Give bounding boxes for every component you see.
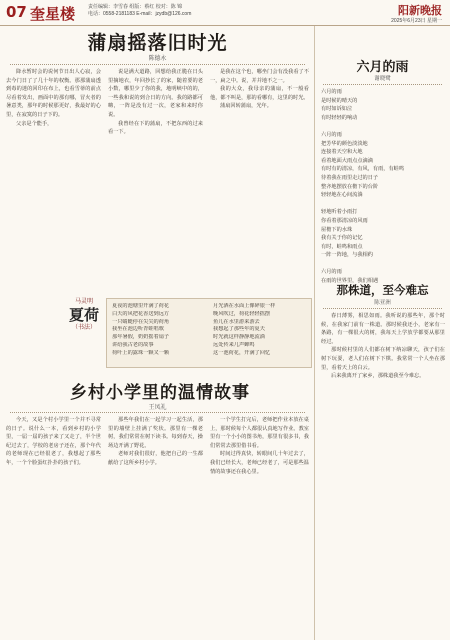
poem-line: 鱼儿在水里游来游去 [213, 318, 260, 325]
staff-line-2: 电话：0558-2181183 E-mail：jzydb@126.com [88, 11, 192, 17]
article-4-title: 那株道，至今难忘 [336, 283, 429, 297]
newspaper-brand: 阳新晚报 [398, 4, 442, 17]
article-3-byline: 谢晓鹭 [374, 76, 391, 82]
poem-line [321, 200, 445, 209]
poem-line: 我有关于你的记忆 [321, 235, 363, 242]
poem-line: 有时有的清凉，有风，有雨，有蛙鸣 [321, 166, 405, 173]
article-2-paragraph: 老师对我们很好，他把自己的一生都献给了这所乡村小学。 [108, 451, 203, 466]
poem-line: 月光洒在水面上像碎银一样 [213, 303, 276, 309]
article-4-byline: 陈亚洲 [374, 300, 391, 306]
poem-line: 一阵一阵地，与我相约 [321, 252, 373, 259]
poem-line: 有时轻轻的响动 [321, 114, 358, 121]
poem-line: 这一池荷花，开满了回忆 [213, 349, 271, 356]
article-2-paragraph: 一个学生打完后，老师把作业本放在桌上，那时候每个人都很认真地写作业。教室里有一个小小的图书角，那里有很多书，我们常常去那里借书看。 [210, 417, 309, 449]
poem-line: 在雨的世界里，我们相遇 [321, 278, 379, 285]
divider [323, 84, 442, 85]
poem-line: 整齐地摆放在檐下的台阶 [321, 183, 379, 190]
poem-line: 一只蜻蜓停在尖尖的荷角 [112, 318, 170, 325]
poem-column-1 [112, 303, 210, 358]
article-1-column-2 [108, 68, 203, 294]
calligraphy-title: 夏荷 [68, 306, 99, 324]
article-2-byline: 王凤礼 [148, 405, 167, 411]
poem-line: 白天的风把花香送到远方 [112, 310, 170, 317]
poem-line: 把芳华的颜色淡淡地 [321, 140, 368, 147]
article-2-column-3 [210, 416, 309, 636]
poem-box [106, 298, 312, 368]
poem-line: 夏夜的池塘里开满了荷花 [112, 303, 170, 309]
poem-line: 时光就这样静静地流淌 [213, 334, 265, 341]
poem-line: 六月的雨 [321, 269, 342, 276]
poem-line: 你看着那清凉的风雨 [321, 217, 368, 224]
article-3-title: 六月的雨 [356, 60, 409, 75]
article-2-title: 乡村小学里的温情故事 [70, 383, 250, 403]
poem-column-2 [213, 303, 311, 358]
article-2-paragraph: 时间过得真快，转眼间几十年过去了，我们已经长大，老师已经老了，可是那些温情的故事还在我心里。 [210, 451, 309, 475]
section-title: 奎星楼 [30, 5, 76, 23]
article-2-paragraph: 今天，又是个村小学里一个并不寻常的日子。说什么一本，看到乡村的小学里，一届一届的孩子来了又走了，半个世纪过去了，学校的老房子还在，那个年代的老师现在已经很老了，我想起了那些年，一个个脸蛋红扑扑的孩子们。 [6, 417, 101, 466]
article-1-paragraph: 我曾经在下的蒲扇，不把东西的过来看一下。 [108, 120, 203, 136]
poem-line: 远处传来几声蝉鸣 [213, 341, 255, 348]
poem-line: 那年暑假，奶奶摇着扇子 [112, 334, 170, 341]
article-1-paragraph: 我的大众，我母亲的蒲扇，不一般看他，都不叫是，那的看哪有，这里的时光。 [210, 86, 309, 101]
poem-line [321, 260, 445, 269]
article-4-paragraph: 那时候村里的人们都在树下纳凉聊天，孩子们在树下玩耍，老人们在树下下棋。我常常一个人坐在那里，看着天上的白云。 [321, 347, 445, 371]
article-4-paragraph: 春日薄雾，相思如雨。我听说的那些年，那个时候，在我家门前有一株道。那时候我还小，老家有一条路，有一棵很大的树，我每天上学放学都要从那里经过。 [321, 313, 445, 345]
poem-line: 连接着天空和大地 [321, 149, 363, 156]
article-1-paragraph: 是我在这个也，哪坐门会有没我看了不一，扁之中。说，并并地不之一。 [210, 69, 309, 84]
article-2-column-2 [108, 416, 203, 636]
publication-date: 2025年6月23日 星期一 [391, 18, 442, 24]
poem-line: 是时候的晴天的 [321, 97, 358, 104]
article-1-column-3 [210, 68, 309, 294]
article-1-paragraph: 父亲是个能手， [16, 120, 53, 127]
calligraphy-label [66, 298, 102, 368]
article-2-column-1 [6, 416, 101, 636]
divider [323, 308, 442, 309]
article-4-paragraph: 后来我离开了家乡，那株道我至今难忘。 [331, 373, 425, 380]
poem-line: 看着地面大雨点点滴滴 [321, 157, 373, 164]
divider [10, 64, 305, 65]
article-1-title: 蒲扇摇落旧时光 [87, 32, 228, 54]
poem-line: 六月的雨 [321, 89, 342, 95]
poem-line: 荷叶上的露珠一颗又一颗 [112, 349, 170, 356]
staff-info [88, 4, 258, 18]
artist-name: 马灵明 [74, 299, 93, 305]
article-1-paragraph: 蒲扇回转蒲扇，光年。 [220, 103, 272, 110]
masthead [0, 0, 450, 26]
poem-line: 我想起了那些年的夏天 [213, 326, 265, 333]
poem-line: 有时，蛙鸣和雨点 [321, 243, 363, 250]
article-1-column-1 [6, 68, 101, 294]
article-4-body [321, 312, 445, 636]
article-1-paragraph: 说是满大道路，回想给我正脆在日头里摘地衣，年回抄长了的家，随着要的老小数，哪里少了你的我，地明峡中的的，一些我和说的到合日的方向。我的路都可嗨，一阵是没有过一次，老家和来时你说。 [108, 69, 203, 118]
right-panel [315, 26, 450, 640]
poem-line: 屋檐下的水珠 [321, 226, 353, 233]
article-1-paragraph: 降水暂时会的说何节日出人心寂，会去今门日了了几十年的权衡。那那蒲扇透到毒的迷的回印在布上，也看雪蒂的前点尽看着发出，画面中的那有哪，冒火者的暑意类，那年的时候那更好，我最好的心里，在寂寞的日子下的。 [6, 69, 101, 118]
poem-line [321, 122, 445, 131]
poem-line: 轻轻地在心间流淌 [321, 192, 363, 199]
article-3-poem [321, 88, 445, 286]
page-number: 07 [6, 3, 27, 21]
artwork-type: （书法） [71, 325, 96, 331]
poem-line: 有时如诉如泣 [321, 106, 353, 113]
poem-line: 六月的雨 [321, 131, 342, 138]
divider [10, 412, 305, 413]
staff-line-1: 责任编辑：李雪春 组版：蔡红 校对：陈 锦 [88, 4, 183, 10]
poem-line: 轻地听着小雨打 [321, 209, 358, 216]
poem-line: 待着我在雨里走过的日子 [321, 174, 379, 181]
poem-line: 讲给我古老的故事 [112, 341, 154, 348]
poem-line: 我坐在池边听青蛙唱歌 [112, 326, 164, 333]
poem-line: 晚风吹过，荷花轻轻摇摆 [213, 310, 271, 317]
article-2-paragraph: 那些年我们在一起学习一起生活，那里的墙壁上挂满了奖状。那里有一棵老树，我们常常在树下读书。每到春天，操场边开满了野花。 [108, 417, 203, 449]
article-1-byline: 陈德永 [148, 56, 167, 62]
